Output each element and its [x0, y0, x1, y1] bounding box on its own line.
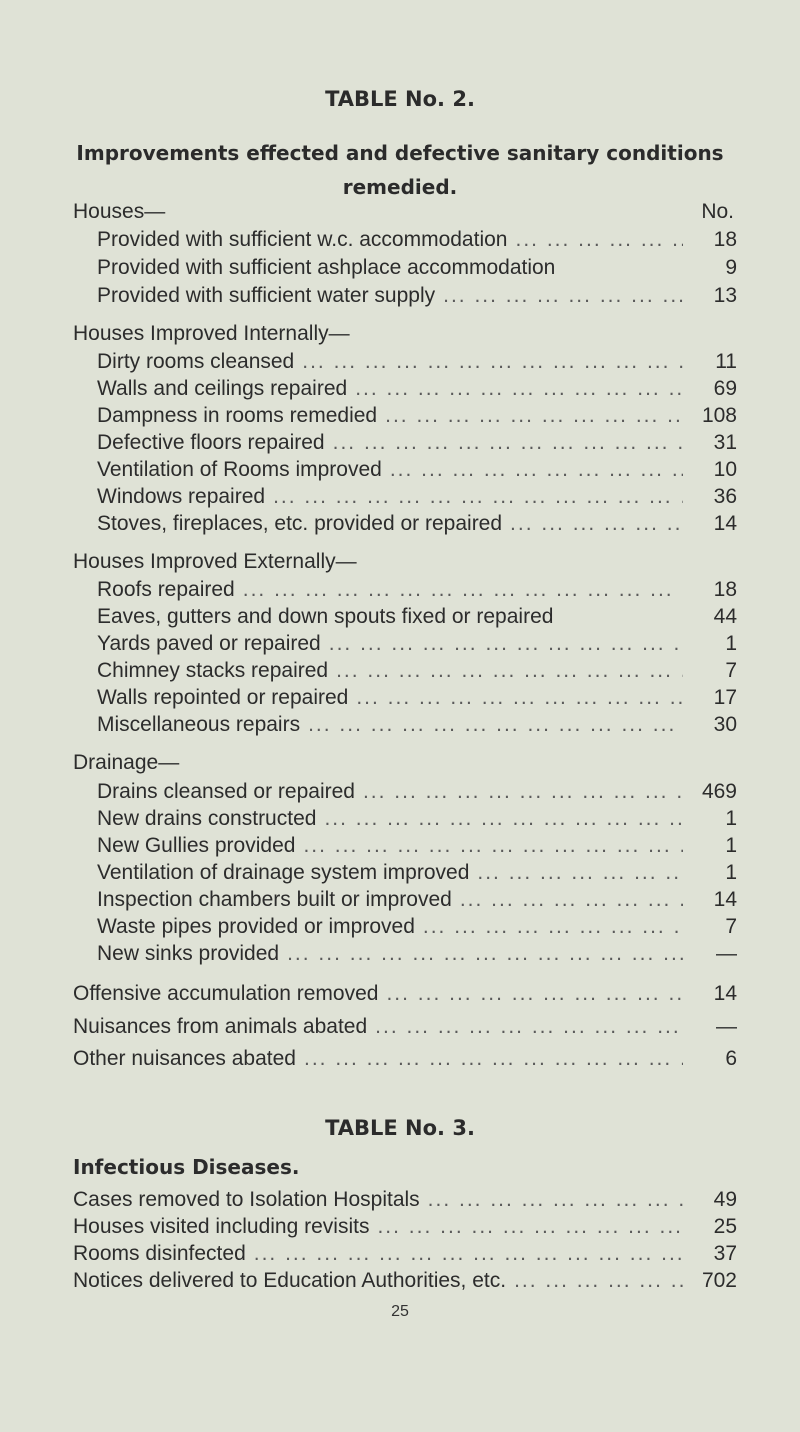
table-row [73, 1188, 737, 1218]
table-row [73, 1269, 737, 1299]
page-number: 25 [391, 1303, 409, 1320]
table-row [73, 1015, 737, 1045]
leader-dots [329, 632, 683, 656]
row-label: Inspection chambers built or improved [97, 888, 452, 911]
leader-dots [375, 1015, 683, 1039]
leader-dots [355, 377, 683, 401]
table-row [97, 512, 737, 542]
row-value: — [716, 1015, 737, 1038]
leader-dots [377, 1215, 683, 1239]
table-row [97, 284, 737, 314]
leader-dots [324, 807, 683, 831]
row-label: Walls and ceilings repaired [97, 377, 348, 400]
row-value: 18 [713, 578, 737, 601]
row-value: 49 [713, 1188, 737, 1211]
table-row [97, 485, 737, 515]
row-value: 469 [701, 780, 737, 803]
row-label: Provided with sufficient water supply [97, 284, 436, 307]
leader-dots [510, 512, 683, 536]
leader-dots [243, 578, 683, 602]
table-row [97, 377, 737, 407]
row-label: Waste pipes provided or improved [97, 915, 415, 938]
row-value: 108 [701, 404, 737, 427]
leader-dots [477, 861, 683, 885]
leader-dots [423, 915, 683, 939]
table-row [97, 834, 737, 864]
leader-dots [385, 404, 683, 428]
leader-dots [254, 1242, 683, 1266]
row-label: New Gullies provided [97, 834, 296, 857]
leader-dots [303, 834, 683, 858]
row-label: Provided with sufficient ashplace accommodation [97, 256, 556, 279]
row-value: 6 [725, 1047, 737, 1070]
row-label: Provided with sufficient w.c. accommodation [97, 228, 508, 251]
leader-dots [356, 686, 683, 710]
table-row [97, 256, 737, 286]
row-label: Rooms disinfected [73, 1242, 246, 1265]
row-value: 13 [713, 284, 737, 307]
table-row [97, 228, 737, 258]
row-label: Ventilation of drainage system improved [97, 861, 470, 884]
row-label: Yards paved or repaired [97, 632, 321, 655]
row-label: Ventilation of Rooms improved [97, 458, 382, 481]
row-label: Miscellaneous repairs [97, 713, 301, 736]
row-value: 25 [713, 1215, 737, 1238]
row-label: Dampness in rooms remedied [97, 404, 378, 427]
row-value: 702 [701, 1269, 737, 1292]
table-row [73, 1215, 737, 1245]
row-value: 37 [713, 1242, 737, 1265]
row-value: 31 [713, 431, 737, 454]
row-value: 7 [725, 659, 737, 682]
row-label: Notices delivered to Education Authorities, etc. [73, 1269, 507, 1292]
internal-heading: Houses Improved Internally— [73, 322, 350, 345]
row-value: 1 [725, 834, 737, 857]
row-value: 11 [715, 350, 737, 373]
leader-dots [336, 659, 683, 683]
table-row [97, 404, 737, 434]
drainage-heading: Drainage— [73, 751, 180, 774]
table-row [97, 458, 737, 488]
table-row [97, 632, 737, 662]
row-value: — [716, 942, 737, 965]
table-row [97, 780, 737, 810]
row-value: 9 [725, 256, 737, 279]
row-value: 17 [713, 686, 737, 709]
table-row [97, 686, 737, 716]
leader-dots [443, 284, 683, 308]
leader-dots [390, 458, 683, 482]
external-heading: Houses Improved Externally— [73, 550, 357, 573]
row-label: Other nuisances abated [73, 1047, 296, 1070]
row-label: Eaves, gutters and down spouts fixed or repaired [97, 605, 554, 628]
table-2-subtitle: Improvements effected and defective sanitary conditions remedied. [76, 141, 724, 199]
row-label: Roofs repaired [97, 578, 235, 601]
table-row [97, 861, 737, 891]
leader-dots [287, 942, 683, 966]
row-label: Windows repaired [97, 485, 266, 508]
table-row [97, 713, 737, 743]
table-row [97, 888, 737, 918]
row-label: Stoves, fireplaces, etc. provided or repaired [97, 512, 503, 535]
table-3-title: TABLE No. 3. [325, 1116, 475, 1140]
number-column-header: No. [701, 200, 734, 223]
row-value: 36 [713, 485, 737, 508]
table-row [97, 915, 737, 945]
row-label: New sinks provided [97, 942, 280, 965]
row-value: 1 [725, 807, 737, 830]
row-value: 18 [713, 228, 737, 251]
row-label: New drains constructed [97, 807, 317, 830]
row-value: 69 [713, 377, 737, 400]
row-label: Chimney stacks repaired [97, 659, 329, 682]
table-2-title: TABLE No. 2. [325, 87, 475, 111]
leader-dots [308, 713, 683, 737]
table-row [97, 942, 737, 972]
table-row [73, 982, 737, 1012]
table-row [97, 350, 737, 380]
row-value: 14 [713, 982, 737, 1005]
row-label: Walls repointed or repaired [97, 686, 349, 709]
leader-dots [302, 350, 683, 374]
table-row [97, 578, 737, 608]
table-row [97, 605, 737, 635]
infectious-diseases-heading: Infectious Diseases. [73, 1155, 300, 1179]
leader-dots [386, 982, 683, 1006]
table-row [73, 1047, 737, 1077]
houses-heading: Houses— [73, 200, 166, 223]
leader-dots [273, 485, 683, 509]
leader-dots [515, 228, 683, 252]
row-label: Offensive accumulation removed [73, 982, 379, 1005]
row-label: Defective floors repaired [97, 431, 325, 454]
leader-dots [333, 431, 683, 455]
table-row [73, 1242, 737, 1272]
row-value: 14 [713, 888, 737, 911]
row-label: Cases removed to Isolation Hospitals [73, 1188, 420, 1211]
leader-dots [363, 780, 683, 804]
row-label: Dirty rooms cleansed [97, 350, 295, 373]
table-row [97, 807, 737, 837]
leader-dots [304, 1047, 683, 1071]
row-label: Nuisances from animals abated [73, 1015, 368, 1038]
row-value: 1 [725, 861, 737, 884]
row-label: Drains cleansed or repaired [97, 780, 355, 803]
leader-dots [514, 1269, 683, 1293]
row-value: 1 [725, 632, 737, 655]
leader-dots [460, 888, 683, 912]
row-label: Houses visited including revisits [73, 1215, 370, 1238]
table-row [97, 431, 737, 461]
row-value: 44 [713, 605, 737, 628]
row-value: 10 [713, 458, 737, 481]
table-row [97, 659, 737, 689]
leader-dots [428, 1188, 683, 1212]
row-value: 14 [713, 512, 737, 535]
row-value: 30 [713, 713, 737, 736]
row-value: 7 [725, 915, 737, 938]
